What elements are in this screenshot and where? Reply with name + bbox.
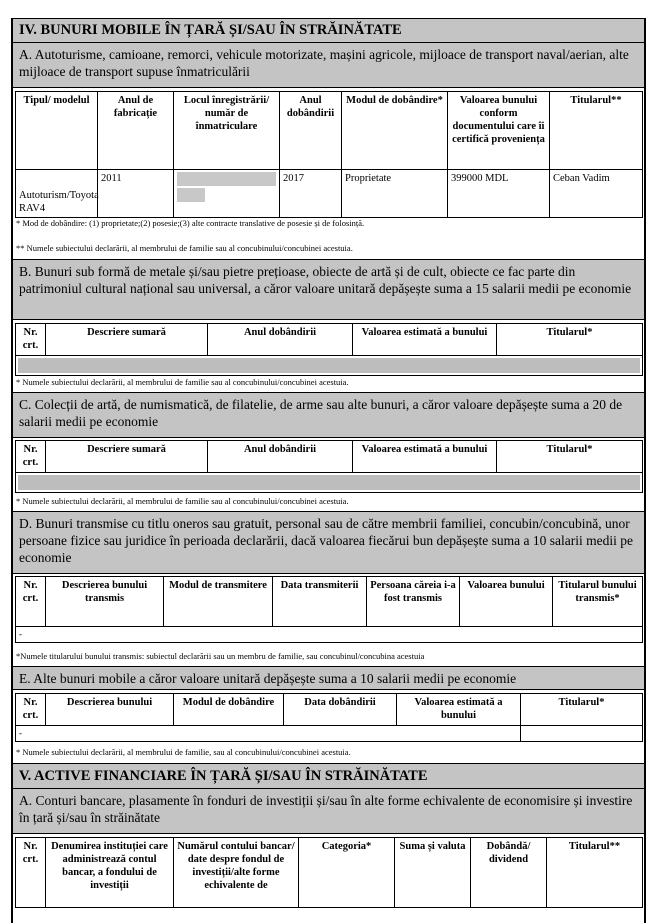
- section-4b-title: B. Bunuri sub formă de metale și/sau pietre prețioase, obiecte de artă și de cult, obiecte ce fac parte din patrimoniul cultural național sau universal, a căror valoare unitară depășește suma a 15 salarii medii pe economie: [13, 259, 644, 320]
- collections-table: [15, 440, 643, 493]
- vehicle-type: Autoturism/Toyota RAV4: [16, 170, 98, 218]
- col-header-holder: Titularul*: [497, 441, 643, 473]
- section-5-title: V. ACTIVE FINANCIARE ÎN ȚARĂ ȘI/SAU ÎN STRĂINĂTATE: [13, 763, 644, 789]
- footnote-acquisition-mode: * Mod de dobândire: (1) proprietate;(2) posesie;(3) alte contracte translative de posesie și de folosință.: [16, 218, 365, 228]
- redacted-row: [18, 358, 640, 373]
- col-header-interest-dividend: Dobândă/ dividend: [471, 838, 547, 908]
- col-header-estimated-value: Valoarea estimată a bunului: [353, 441, 497, 473]
- footnote-holder: * Numele subiectului declarării, al membrului de familie sau al concubinului/concubinei acestuia.: [16, 496, 349, 506]
- footnote-holder: ** Numele subiectului declarării, al membrului de familie sau al concubinului/concubinei acestuia.: [16, 243, 353, 253]
- table-header-row: [16, 838, 643, 908]
- table-header-row: [16, 694, 643, 726]
- empty-cell: [553, 627, 643, 643]
- col-header-description: Descrierea bunului transmis: [46, 577, 164, 627]
- col-header-institution: Denumirea instituției care administrează contul bancar, a fondului de investiții: [46, 838, 174, 908]
- table-header-row: [16, 441, 643, 473]
- transferred-goods-table: [15, 576, 643, 643]
- section-5a-title: A. Conturi bancare, plasamente în fonduri de investiții și/sau în alte forme echivalente de economisire și investire în țară și/sau în străinătate: [13, 789, 644, 834]
- form-frame: [11, 18, 646, 923]
- section-4d-title: D. Bunuri transmise cu titlu oneros sau gratuit, personal sau de către membrii familiei, concubin/concubină, unor persoane fizice sau juridice în perioada declarării, dacă valoarea fiecărui bun depășește suma a 10 salarii medii pe economie: [13, 511, 644, 574]
- footnote-holder: * Numele subiectului declarării, al membrului de familie sau al concubinului/concubinei acestuia.: [16, 377, 349, 387]
- col-header-category: Categoria*: [299, 838, 395, 908]
- col-header-holder: Titularul bunului transmis*: [553, 577, 643, 627]
- table-header-row: [16, 577, 643, 627]
- table-header-row: [16, 324, 643, 356]
- col-header-holder: Titularul*: [521, 694, 643, 726]
- col-header-description: Descriere sumară: [46, 441, 208, 473]
- vehicle-manufacture-year: 2011: [98, 170, 174, 218]
- col-header-nr: Nr. crt.: [16, 441, 46, 473]
- vehicles-table: [15, 91, 643, 218]
- table-row: [16, 627, 643, 643]
- footnote-holder: * Numele subiectului declarării, al membrului de familie, sau al concubinului/concubinei acestuia.: [16, 747, 351, 757]
- col-header-acquisition-year: Anul dobândirii: [280, 92, 342, 170]
- col-header-registration: Locul înregistrării/ număr de înmatriculare: [174, 92, 280, 170]
- redacted-registration-line2: [177, 188, 205, 202]
- col-header-transfer-mode: Modul de transmitere: [164, 577, 273, 627]
- section-4c-title: C. Colecții de artă, de numismatică, de filatelie, de arme sau alte bunuri, a căror valoare depășește suma a 20 de salarii medii pe economie: [13, 392, 644, 438]
- col-header-value: Valoarea bunului conform documentului care îi certifică proveniența: [448, 92, 550, 170]
- bank-accounts-table: [15, 837, 643, 908]
- col-header-holder: Titularul*: [497, 324, 643, 356]
- col-header-acquisition-mode: Modul de dobândire: [174, 694, 284, 726]
- col-header-nr: Nr. crt.: [16, 324, 46, 356]
- col-header-acquisition-year: Anul dobândirii: [208, 324, 353, 356]
- empty-row-mark: -: [16, 726, 521, 742]
- col-header-amount-currency: Suma și valuta: [395, 838, 471, 908]
- redacted-row: [18, 475, 640, 490]
- col-header-estimated-value: Valoarea estimată a bunului: [397, 694, 521, 726]
- vehicle-value: 399000 MDL: [448, 170, 550, 218]
- other-goods-table: [15, 693, 643, 742]
- section-4a-title: A. Autoturisme, camioane, remorci, vehicule motorizate, mașini agricole, mijloace de transport naval/aerian, alte mijloace de transport supuse înmatriculării: [13, 43, 644, 88]
- col-header-transfer-date: Data transmiterii: [273, 577, 367, 627]
- vehicle-registration: [174, 170, 280, 218]
- col-header-description: Descriere sumară: [46, 324, 208, 356]
- col-header-acquisition-date: Data dobândirii: [284, 694, 397, 726]
- section-4e-title: E. Alte bunuri mobile a căror valoare unitară depășește suma a 10 salarii medii pe economie: [13, 666, 644, 690]
- precious-goods-table: [15, 323, 643, 376]
- col-header-recipient: Persoana căreia i-a fost transmis: [367, 577, 460, 627]
- vehicle-acquisition-mode: Proprietate: [342, 170, 448, 218]
- col-header-nr: Nr. crt.: [16, 838, 46, 908]
- table-row: [16, 356, 643, 376]
- redacted-registration-line1: [177, 172, 276, 186]
- empty-row-mark: -: [16, 627, 553, 643]
- col-header-holder: Titularul**: [547, 838, 643, 908]
- col-header-holder: Titularul**: [550, 92, 643, 170]
- col-header-value: Valoarea bunului: [460, 577, 553, 627]
- empty-cell: [521, 726, 643, 742]
- vehicle-holder: Ceban Vadim: [550, 170, 643, 218]
- col-header-acquisition-year: Anul dobândirii: [208, 441, 353, 473]
- col-header-nr: Nr. crt.: [16, 694, 46, 726]
- col-header-account-number: Numărul contului bancar/ date despre fondul de investiții/alte forme echivalente de: [174, 838, 299, 908]
- table-row: [16, 726, 643, 742]
- footnote-transfer-holder: *Numele titularului bunului transmis: subiectul declarării sau un membru de familie, sau concubinul/concubina acestuia: [16, 651, 425, 661]
- table-header-row: [16, 92, 643, 170]
- col-header-description: Descrierea bunului: [46, 694, 174, 726]
- col-header-type: Tipul/ modelul: [16, 92, 98, 170]
- table-row: [16, 473, 643, 493]
- vehicle-acquisition-year: 2017: [280, 170, 342, 218]
- table-row: [16, 170, 643, 218]
- section-4-title: IV. BUNURI MOBILE ÎN ȚARĂ ȘI/SAU ÎN STRĂINĂTATE: [13, 19, 644, 43]
- col-header-acquisition-mode: Modul de dobândire*: [342, 92, 448, 170]
- col-header-manufacture-year: Anul de fabricație: [98, 92, 174, 170]
- col-header-nr: Nr. crt.: [16, 577, 46, 627]
- col-header-estimated-value: Valoarea estimată a bunului: [353, 324, 497, 356]
